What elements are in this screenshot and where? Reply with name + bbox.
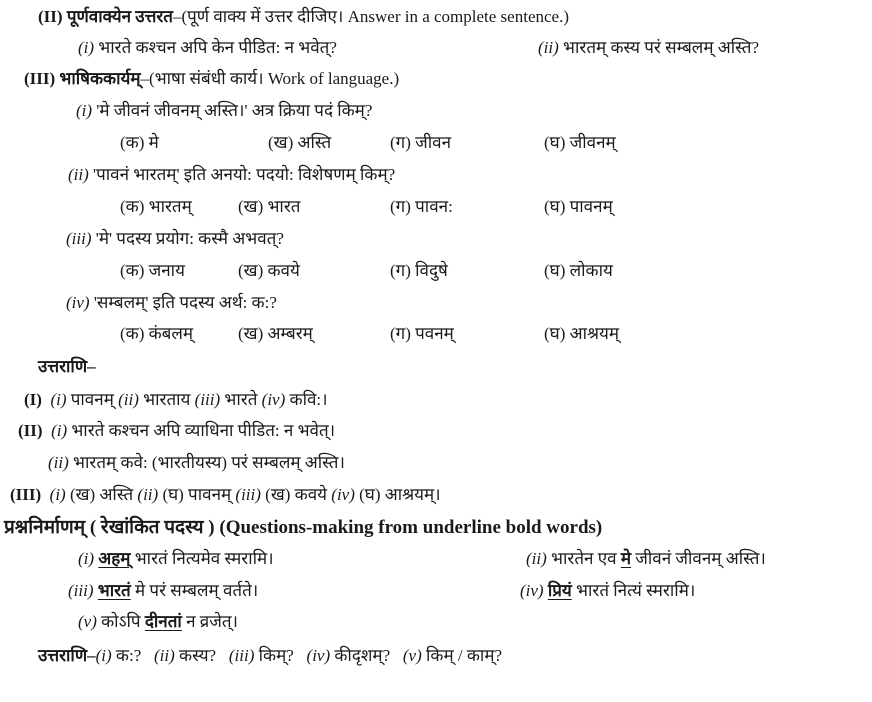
section-2-heading (38, 6, 569, 28)
text: किम् / काम्? (421, 646, 503, 665)
text: उत्तराणि– (38, 646, 96, 665)
text: (iii) (66, 229, 92, 248)
text: जीवनं जीवनम् अस्ति। (631, 549, 766, 568)
question (66, 228, 284, 250)
text: (v) (402, 646, 422, 665)
text: भाषिककार्यम् (59, 69, 141, 88)
text: (ख) अस्ति (65, 485, 138, 504)
section-number: (II) (38, 7, 63, 26)
question (78, 37, 337, 59)
text: (ii) (118, 390, 139, 409)
text: (iii) (235, 485, 261, 504)
section-note: –(पूर्ण वाक्य में उत्तर दीजिए। Answer in a complete sentence.) (172, 7, 569, 26)
text: (घ) पावनम् (158, 485, 236, 504)
text: (III) (10, 485, 42, 504)
text: (iv) (331, 485, 355, 504)
answer-line (24, 389, 328, 411)
text: मे (620, 549, 631, 568)
text: 'मे' पदस्य प्रयोग: कस्मै अभवत्? (91, 229, 284, 248)
text: भारताय (138, 390, 195, 409)
question-item (78, 611, 238, 633)
question-item (526, 548, 766, 570)
text: (iv) (66, 293, 90, 312)
question (538, 37, 759, 59)
text: भारतम् कवे: (भारतीयस्य) परं सम्बलम् अस्ति। (68, 453, 345, 472)
option: (घ) लोकाय (544, 261, 613, 280)
question-making-heading (4, 517, 602, 539)
text: (i) (51, 421, 68, 440)
question-making-answers (38, 645, 502, 667)
text: (I) (24, 390, 42, 409)
question-item (68, 580, 258, 602)
text: (iii) (228, 646, 255, 665)
text: (ii) (137, 485, 159, 504)
text: (iv) (261, 390, 286, 409)
option: (घ) जीवनम् (544, 133, 616, 152)
text: (ii) (538, 38, 559, 57)
question (66, 292, 277, 314)
answers-heading: उत्तराणि– (38, 357, 96, 376)
text: (iii) (194, 390, 221, 409)
option: (ग) पवनम् (390, 324, 454, 343)
option: (ख) अम्बरम् (238, 324, 313, 343)
text: (ii) (68, 165, 89, 184)
option: (ग) जीवन (390, 133, 452, 152)
text: (II) (18, 421, 43, 440)
question (68, 164, 395, 186)
text: 'पावनं भारतम्' इति अनयो: पदयो: विशेषणम् किम्? (88, 165, 396, 184)
text: (v) (78, 612, 97, 631)
option: (घ) पावनम् (544, 197, 613, 216)
text: प्रश्ननिर्माणम् ( रेखांकित पदस्य ) (4, 517, 215, 538)
text: कोऽपि (96, 612, 145, 631)
answer-line (18, 420, 335, 442)
text: (iv) (306, 646, 331, 665)
text: किम्? (254, 646, 294, 665)
text: भारतं नित्यमेव स्मरामि। (130, 549, 274, 568)
text: कवि:। (285, 390, 328, 409)
text: भारते कश्चन अपि व्याधिना पीडित: न भवेत्। (67, 421, 336, 440)
option: (क) मे (120, 133, 159, 152)
text: क:? (111, 646, 142, 665)
text: (ii) (154, 646, 175, 665)
text: न व्रजेत्। (181, 612, 238, 631)
text: (i) (50, 390, 67, 409)
option: (ख) भारत (238, 197, 301, 216)
text: (iv) (520, 581, 544, 600)
text: भारतम् कस्य परं सम्बलम् अस्ति? (558, 38, 759, 57)
text: (i) (78, 549, 95, 568)
option: (ख) अस्ति (268, 133, 332, 152)
text: 'मे जीवनं जीवनम् अस्ति।' अत्र क्रिया पदं किम्? (92, 101, 373, 120)
section-title: पूर्णवाक्येन उत्तरत (66, 7, 173, 26)
text: प्रियं (547, 581, 572, 600)
section-3-heading (24, 68, 399, 90)
text: कस्य? (174, 646, 217, 665)
text: मे परं सम्बलम् वर्तते। (130, 581, 259, 600)
question (76, 100, 372, 122)
text: (i) (78, 38, 95, 57)
option: (ग) विदुषे (390, 261, 448, 280)
text: पावनम् (66, 390, 119, 409)
text: (ii) (48, 453, 69, 472)
option: (क) भारतम् (120, 197, 192, 216)
option: (ख) कवये (238, 261, 300, 280)
option: (ग) पावन: (390, 197, 453, 216)
text: अहम् (98, 549, 131, 568)
text: (घ) आश्रयम्। (354, 485, 441, 504)
question-item (520, 580, 695, 602)
option: (क) कंबलम् (120, 324, 194, 343)
text: भारतं नित्यं स्मरामि। (571, 581, 696, 600)
text: –(भाषा संबंधी कार्य। Work of language.) (140, 69, 400, 88)
text: (ii) (526, 549, 547, 568)
option: (क) जनाय (120, 261, 185, 280)
text: भारतेन एव (546, 549, 621, 568)
text: 'सम्बलम्' इति पदस्य अर्थ: क:? (89, 293, 277, 312)
text: (ख) कवये (260, 485, 332, 504)
text: (Questions-making from underline bold words) (214, 517, 603, 538)
text: (i) (95, 646, 112, 665)
text: (i) (49, 485, 66, 504)
text: (i) (76, 101, 93, 120)
text: दीनतां (144, 612, 182, 631)
question-item (78, 548, 274, 570)
answer-line (48, 452, 345, 474)
text: (III) (24, 69, 56, 88)
text: कीदृशम्? (330, 646, 391, 665)
option: (घ) आश्रयम् (544, 324, 620, 343)
text: भारते (220, 390, 262, 409)
text: भारते कश्चन अपि केन पीडित: न भवेत्? (94, 38, 337, 57)
text: भारतं (97, 581, 131, 600)
answer-line (10, 484, 441, 506)
text: (iii) (68, 581, 94, 600)
